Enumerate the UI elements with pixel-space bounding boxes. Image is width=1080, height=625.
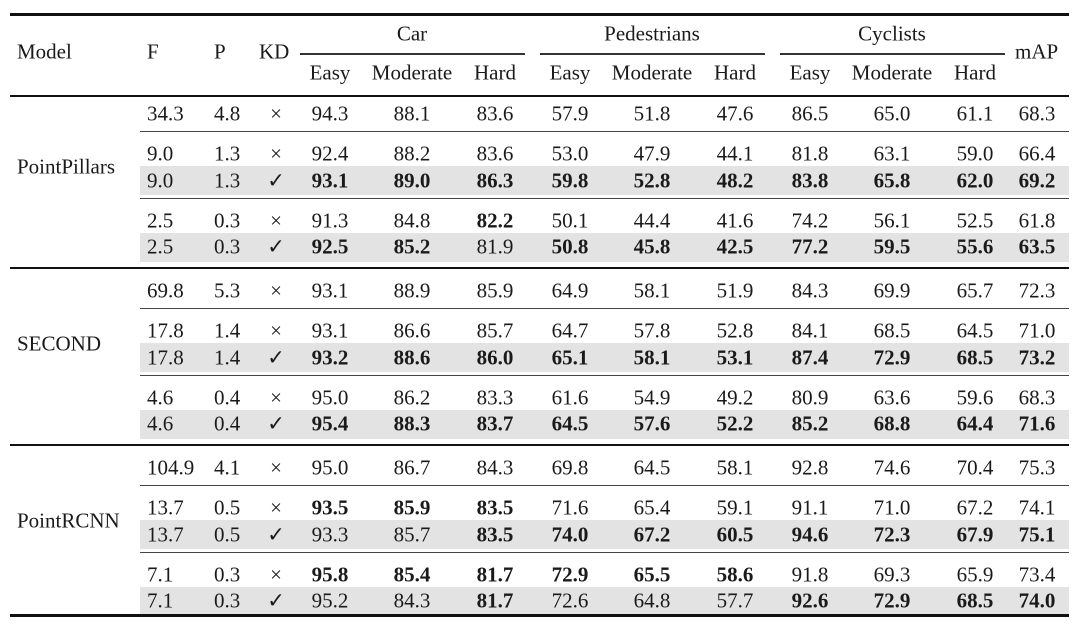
cell-value: 69.9 — [873, 278, 911, 303]
cell-value: 85.9 — [393, 495, 431, 520]
cell-value: 75.3 — [1018, 455, 1056, 480]
cell-value: 93.3 — [311, 522, 349, 546]
cell-value: 72.9 — [551, 562, 589, 586]
cell-value: 53.1 — [716, 345, 754, 369]
cell-value: 63.1 — [873, 141, 911, 166]
cell-value: 64.7 — [551, 318, 589, 343]
cell-value: 83.6 — [476, 101, 514, 126]
cell-value: 58.6 — [716, 562, 754, 586]
header-car-hard: Hard — [474, 60, 516, 85]
cell-value: 68.3 — [1018, 385, 1056, 409]
cell-value: 57.9 — [551, 101, 589, 126]
cell-value: 51.9 — [716, 278, 754, 303]
cell-value: 67.9 — [956, 522, 994, 546]
cell-value: 52.8 — [716, 318, 754, 343]
cell-value: 94.3 — [311, 101, 349, 126]
cell-value: 65.5 — [633, 562, 671, 586]
cell-value: 71.6 — [551, 495, 589, 520]
bottom-rule — [10, 614, 1069, 617]
cell-kd: × — [270, 562, 282, 586]
cell-p: 1.4 — [214, 345, 241, 369]
cell-value: 68.3 — [1018, 101, 1056, 126]
cell-value: 74.6 — [873, 455, 911, 480]
cell-value: 50.8 — [551, 234, 589, 259]
cell-f: 17.8 — [147, 318, 184, 343]
model-name: PointRCNN — [17, 508, 120, 533]
cell-p: 0.4 — [214, 385, 241, 409]
cell-value: 51.8 — [633, 101, 671, 126]
cell-value: 67.2 — [633, 522, 671, 546]
cell-value: 88.3 — [393, 411, 431, 436]
cell-f: 34.3 — [147, 101, 184, 126]
cell-kd: × — [270, 208, 282, 232]
header-cyc-hard: Hard — [954, 60, 996, 85]
cell-kd: × — [270, 278, 282, 303]
cell-value: 84.8 — [393, 208, 431, 232]
cell-value: 84.1 — [791, 318, 829, 343]
cell-f: 13.7 — [147, 495, 184, 520]
cell-value: 47.9 — [633, 141, 671, 166]
cell-value: 65.0 — [873, 101, 911, 126]
cell-value: 88.6 — [393, 345, 431, 369]
header-p: P — [214, 39, 226, 64]
cell-value: 83.8 — [791, 168, 829, 192]
cell-p: 0.5 — [214, 522, 241, 546]
car-underline — [300, 53, 525, 55]
cell-kd: × — [270, 385, 282, 409]
cell-value: 64.5 — [956, 318, 994, 343]
cell-value: 85.7 — [393, 522, 431, 546]
cell-value: 63.6 — [873, 385, 911, 409]
cell-value: 58.1 — [633, 345, 671, 369]
header-rule — [10, 95, 1069, 97]
cell-value: 84.3 — [791, 278, 829, 303]
header-car-easy: Easy — [309, 60, 351, 85]
cyclists-underline — [780, 53, 1005, 55]
cell-f: 7.1 — [147, 562, 174, 586]
cell-value: 81.7 — [476, 562, 514, 586]
cell-value: 74.2 — [791, 208, 829, 232]
cell-f: 69.8 — [147, 278, 184, 303]
cell-value: 88.1 — [393, 101, 431, 126]
cell-f: 104.9 — [147, 455, 195, 480]
cell-value: 71.0 — [1018, 318, 1056, 343]
cell-value: 59.6 — [956, 385, 994, 409]
header-group-car: Car — [396, 21, 428, 46]
cell-value: 67.2 — [956, 495, 994, 520]
cell-value: 93.5 — [311, 495, 349, 520]
cell-value: 84.3 — [476, 455, 514, 480]
cell-value: 83.5 — [476, 522, 514, 546]
cell-kd: × — [270, 318, 282, 343]
cell-value: 73.4 — [1018, 562, 1056, 586]
cell-value: 86.5 — [791, 101, 829, 126]
cell-value: 72.9 — [873, 345, 911, 369]
cell-p: 4.1 — [214, 455, 241, 480]
cell-value: 44.4 — [633, 208, 671, 232]
cell-value: 52.2 — [716, 411, 754, 436]
cell-value: 84.3 — [393, 588, 431, 613]
cell-value: 74.0 — [1018, 588, 1056, 613]
cell-value: 52.5 — [956, 208, 994, 232]
header-car-moderate: Moderate — [371, 60, 453, 85]
cell-kd: ✓ — [267, 522, 285, 546]
cell-value: 83.7 — [476, 411, 514, 436]
cell-p: 1.3 — [214, 168, 241, 192]
cell-value: 58.1 — [716, 455, 754, 480]
cell-kd: × — [270, 101, 282, 126]
cell-value: 86.6 — [393, 318, 431, 343]
group-separator — [140, 375, 1069, 376]
cell-value: 42.5 — [716, 234, 754, 259]
cell-value: 86.7 — [393, 455, 431, 480]
cell-value: 92.8 — [791, 455, 829, 480]
cell-value: 57.7 — [716, 588, 754, 613]
group-separator — [140, 485, 1069, 486]
cell-value: 83.3 — [476, 385, 514, 409]
cell-p: 0.5 — [214, 495, 241, 520]
cell-f: 4.6 — [147, 411, 174, 436]
pedestrians-underline — [540, 53, 765, 55]
cell-value: 71.6 — [1018, 411, 1056, 436]
cell-p: 1.3 — [214, 141, 241, 166]
cell-value: 64.9 — [551, 278, 589, 303]
cell-value: 75.1 — [1018, 522, 1056, 546]
cell-value: 41.6 — [716, 208, 754, 232]
cell-value: 93.1 — [311, 318, 349, 343]
cell-value: 68.5 — [956, 588, 994, 613]
cell-value: 81.7 — [476, 588, 514, 613]
cell-value: 63.5 — [1018, 234, 1056, 259]
header-ped-easy: Easy — [549, 60, 591, 85]
header-kd: KD — [259, 39, 290, 64]
cell-value: 82.2 — [476, 208, 514, 232]
cell-value: 70.4 — [956, 455, 994, 480]
cell-value: 95.2 — [311, 588, 349, 613]
cell-value: 57.6 — [633, 411, 671, 436]
cell-value: 55.6 — [956, 234, 994, 259]
cell-value: 59.8 — [551, 168, 589, 192]
model-name: PointPillars — [17, 154, 116, 179]
cell-value: 68.8 — [873, 411, 911, 436]
cell-value: 93.2 — [311, 345, 349, 369]
cell-value: 68.5 — [873, 318, 911, 343]
header-group-cyclists: Cyclists — [858, 21, 926, 46]
cell-value: 62.0 — [956, 168, 994, 192]
cell-kd: × — [270, 141, 282, 166]
cell-value: 52.8 — [633, 168, 671, 192]
cell-value: 83.5 — [476, 495, 514, 520]
cell-kd: ✓ — [267, 411, 285, 436]
header-cyc-easy: Easy — [789, 60, 831, 85]
cell-p: 0.4 — [214, 411, 241, 436]
cell-value: 71.0 — [873, 495, 911, 520]
cell-value: 85.2 — [791, 411, 829, 436]
cell-kd: × — [270, 455, 282, 480]
cell-value: 45.8 — [633, 234, 671, 259]
cell-value: 85.2 — [393, 234, 431, 259]
cell-f: 13.7 — [147, 522, 184, 546]
cell-value: 57.8 — [633, 318, 671, 343]
cell-value: 88.9 — [393, 278, 431, 303]
cell-value: 72.3 — [873, 522, 911, 546]
cell-value: 47.6 — [716, 101, 754, 126]
cell-value: 85.7 — [476, 318, 514, 343]
cell-value: 74.1 — [1018, 495, 1056, 520]
cell-value: 86.0 — [476, 345, 514, 369]
cell-value: 95.8 — [311, 562, 349, 586]
cell-kd: × — [270, 495, 282, 520]
cell-value: 73.2 — [1018, 345, 1056, 369]
cell-value: 66.4 — [1018, 141, 1056, 166]
cell-value: 74.0 — [551, 522, 589, 546]
cell-value: 91.1 — [791, 495, 829, 520]
cell-value: 64.5 — [633, 455, 671, 480]
cell-f: 9.0 — [147, 141, 174, 166]
cell-f: 4.6 — [147, 385, 174, 409]
cell-value: 87.4 — [791, 345, 829, 369]
cell-value: 54.9 — [633, 385, 671, 409]
cell-value: 48.2 — [716, 168, 754, 192]
cell-value: 49.2 — [716, 385, 754, 409]
cell-value: 69.8 — [551, 455, 589, 480]
cell-value: 61.1 — [956, 101, 994, 126]
cell-value: 65.1 — [551, 345, 589, 369]
cell-value: 81.9 — [476, 234, 514, 259]
header-ped-hard: Hard — [714, 60, 756, 85]
cell-value: 61.6 — [551, 385, 589, 409]
cell-kd: ✓ — [267, 345, 285, 369]
cell-value: 83.6 — [476, 141, 514, 166]
header-model: Model — [17, 39, 72, 64]
model-name: SECOND — [17, 331, 102, 356]
group-separator — [140, 308, 1069, 309]
cell-value: 69.3 — [873, 562, 911, 586]
cell-value: 65.9 — [956, 562, 994, 586]
cell-value: 85.9 — [476, 278, 514, 303]
cell-value: 53.0 — [551, 141, 589, 166]
group-separator — [140, 198, 1069, 199]
cell-p: 1.4 — [214, 318, 241, 343]
cell-value: 56.1 — [873, 208, 911, 232]
group-separator — [140, 552, 1069, 553]
cell-value: 72.9 — [873, 588, 911, 613]
cell-value: 89.0 — [393, 168, 431, 192]
cell-p: 0.3 — [214, 588, 241, 613]
header-cyc-moderate: Moderate — [851, 60, 933, 85]
cell-value: 85.4 — [393, 562, 431, 586]
cell-value: 94.6 — [791, 522, 829, 546]
cell-value: 86.3 — [476, 168, 514, 192]
group-separator — [140, 131, 1069, 132]
cell-f: 2.5 — [147, 208, 174, 232]
cell-value: 80.9 — [791, 385, 829, 409]
header-ped-moderate: Moderate — [611, 60, 693, 85]
header-f: F — [147, 39, 159, 64]
model-separator — [10, 444, 1069, 446]
cell-p: 0.3 — [214, 234, 241, 259]
cell-value: 58.1 — [633, 278, 671, 303]
cell-p: 5.3 — [214, 278, 241, 303]
cell-value: 81.8 — [791, 141, 829, 166]
cell-value: 95.4 — [311, 411, 349, 436]
cell-value: 77.2 — [791, 234, 829, 259]
cell-value: 92.6 — [791, 588, 829, 613]
cell-value: 65.7 — [956, 278, 994, 303]
cell-value: 59.5 — [873, 234, 911, 259]
header-group-pedestrians: Pedestrians — [604, 21, 700, 46]
cell-value: 65.8 — [873, 168, 911, 192]
model-separator — [10, 267, 1069, 269]
cell-value: 64.4 — [956, 411, 994, 436]
cell-value: 65.4 — [633, 495, 671, 520]
cell-value: 91.8 — [791, 562, 829, 586]
cell-value: 60.5 — [716, 522, 754, 546]
cell-value: 64.5 — [551, 411, 589, 436]
cell-p: 0.3 — [214, 208, 241, 232]
top-rule — [10, 13, 1069, 16]
cell-value: 72.6 — [551, 588, 589, 613]
cell-f: 17.8 — [147, 345, 184, 369]
cell-value: 59.1 — [716, 495, 754, 520]
cell-kd: ✓ — [267, 168, 285, 192]
header-map: mAP — [1015, 39, 1059, 64]
cell-value: 92.4 — [311, 141, 349, 166]
cell-value: 88.2 — [393, 141, 431, 166]
cell-value: 93.1 — [311, 168, 349, 192]
cell-value: 93.1 — [311, 278, 349, 303]
cell-value: 86.2 — [393, 385, 431, 409]
cell-value: 64.8 — [633, 588, 671, 613]
cell-f: 9.0 — [147, 168, 174, 192]
cell-f: 2.5 — [147, 234, 174, 259]
cell-f: 7.1 — [147, 588, 174, 613]
cell-value: 69.2 — [1018, 168, 1056, 192]
cell-value: 68.5 — [956, 345, 994, 369]
cell-value: 72.3 — [1018, 278, 1056, 303]
cell-value: 59.0 — [956, 141, 994, 166]
cell-value: 91.3 — [311, 208, 349, 232]
cell-value: 95.0 — [311, 385, 349, 409]
cell-p: 0.3 — [214, 562, 241, 586]
cell-value: 44.1 — [716, 141, 754, 166]
cell-value: 95.0 — [311, 455, 349, 480]
cell-value: 92.5 — [311, 234, 349, 259]
cell-kd: ✓ — [267, 234, 285, 259]
cell-kd: ✓ — [267, 588, 285, 613]
cell-value: 61.8 — [1018, 208, 1056, 232]
cell-p: 4.8 — [214, 101, 241, 126]
cell-value: 50.1 — [551, 208, 589, 232]
